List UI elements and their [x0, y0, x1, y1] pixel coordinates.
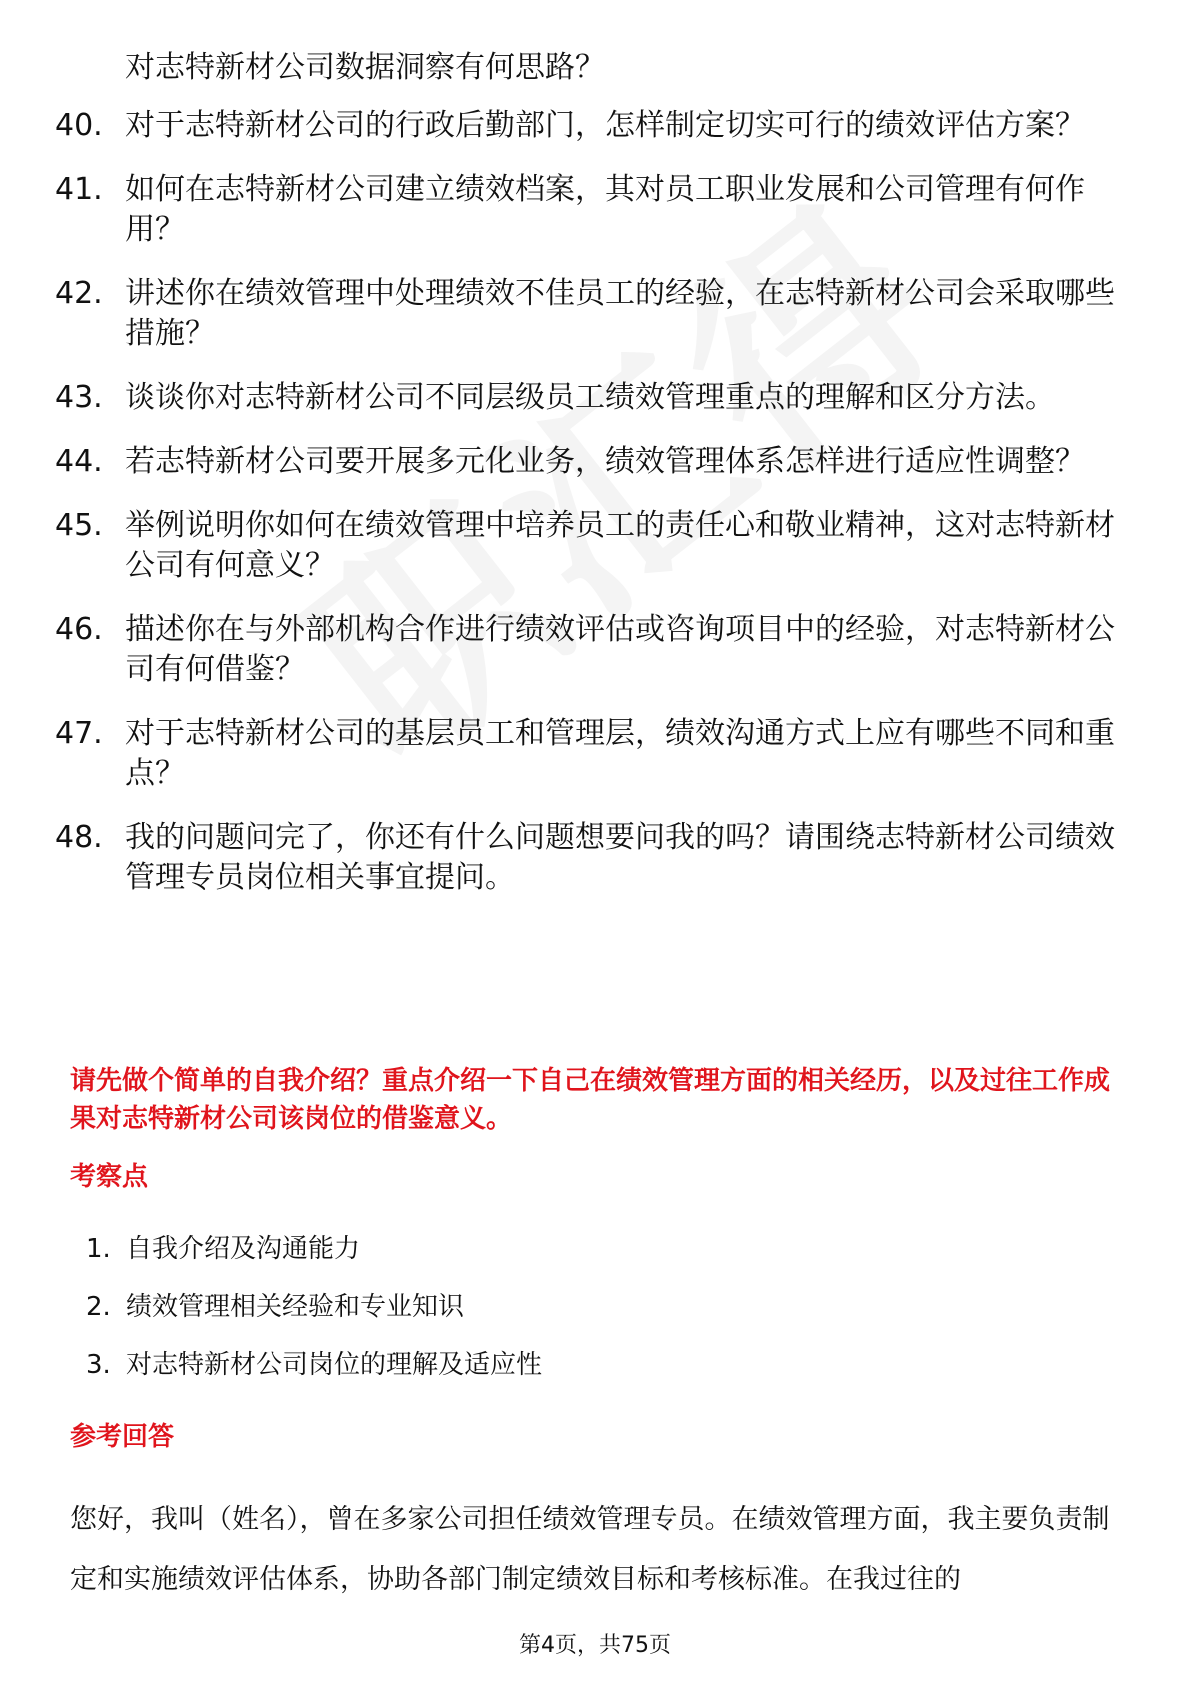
question-text: 我的问题问完了，你还有什么问题想要问我的吗？请围绕志特新材公司绩效管理专员岗位相关事宜提问。: [125, 820, 1115, 895]
question-number: 46.: [55, 612, 103, 647]
question-text: 描述你在与外部机构合作进行绩效评估或咨询项目中的经验，对志特新材公司有何借鉴？: [125, 612, 1115, 687]
list-item: [55, 442, 1135, 482]
list-item: [55, 818, 1135, 898]
points-section-title: 考察点: [70, 1162, 149, 1192]
list-item: [80, 1232, 1080, 1266]
page-footer: 第4页，共75页: [519, 1633, 671, 1658]
point-text: 自我介绍及沟通能力: [126, 1234, 361, 1264]
point-text: 对志特新材公司岗位的理解及适应性: [126, 1350, 543, 1380]
question-text: 讲述你在绩效管理中处理绩效不佳员工的经验，在志特新材公司会采取哪些措施？: [125, 276, 1115, 351]
point-number: 2.: [86, 1292, 111, 1322]
point-number: 3.: [86, 1350, 111, 1380]
point-text: 绩效管理相关经验和专业知识: [126, 1292, 465, 1322]
question-number: 44.: [55, 444, 103, 479]
highlight-question: 请先做个简单的自我介绍？重点介绍一下自己在绩效管理方面的相关经历，以及过往工作成果对志特新材公司该岗位的借鉴意义。: [70, 1066, 1111, 1134]
points-list: [80, 1232, 1080, 1406]
list-item: [55, 506, 1135, 586]
question-text: 对于志特新材公司的基层员工和管理层，绩效沟通方式上应有哪些不同和重点？: [125, 716, 1115, 791]
question-number: 47.: [55, 716, 103, 751]
list-item: [80, 1348, 1080, 1382]
question-text: 谈谈你对志特新材公司不同层级员工绩效管理重点的理解和区分方法。: [125, 380, 1055, 415]
list-item: [55, 714, 1135, 794]
question-number: 41.: [55, 172, 103, 207]
list-item: [55, 274, 1135, 354]
question-number: 42.: [55, 276, 103, 311]
answer-section-title: 参考回答: [70, 1422, 175, 1452]
list-item: [80, 1290, 1080, 1324]
question-number: 45.: [55, 508, 103, 543]
question-text: 举例说明你如何在绩效管理中培养员工的责任心和敬业精神，这对志特新材公司有何意义？: [125, 508, 1115, 583]
answer-paragraph: 您好，我叫（姓名），曾在多家公司担任绩效管理专员。在绩效管理方面，我主要负责制定和实施绩效评估体系，协助各部门制定绩效目标和考核标准。在我过往的: [70, 1504, 1110, 1595]
question-text: 对于志特新材公司的行政后勤部门，怎样制定切实可行的绩效评估方案？: [125, 108, 1085, 143]
list-item: [55, 170, 1135, 250]
question-list: [55, 48, 1135, 922]
list-item: [55, 378, 1135, 418]
point-number: 1.: [86, 1234, 111, 1264]
list-item: [55, 106, 1135, 146]
question-continuation: 对志特新材公司数据洞察有何思路？: [125, 50, 605, 85]
question-number: 43.: [55, 380, 103, 415]
question-text: 若志特新材公司要开展多元化业务，绩效管理体系怎样进行适应性调整？: [125, 444, 1085, 479]
question-number: 40.: [55, 108, 103, 143]
question-number: 48.: [55, 820, 103, 855]
list-item: [55, 610, 1135, 690]
question-text: 如何在志特新材公司建立绩效档案，其对员工职业发展和公司管理有何作用？: [125, 172, 1085, 247]
